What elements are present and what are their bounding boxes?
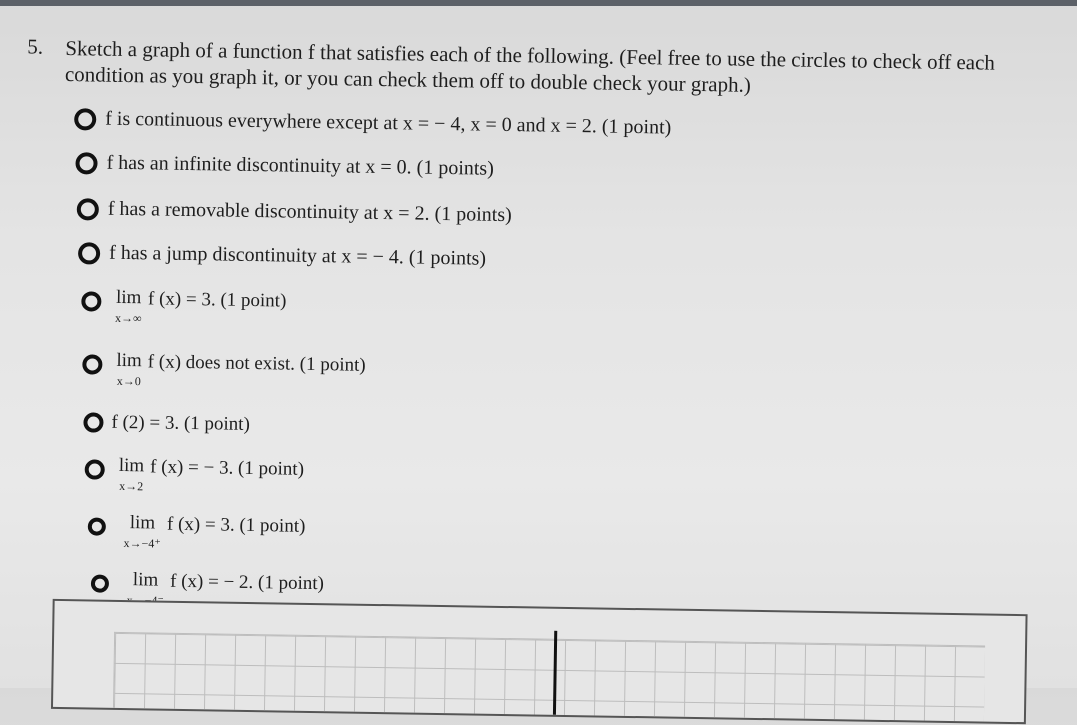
checkbox-circle[interactable] [83, 412, 103, 432]
lim-label: lim [118, 454, 145, 477]
lim-subscript: x→0 [116, 373, 141, 389]
lim-label: lim [116, 349, 142, 372]
checkbox-circle[interactable] [91, 575, 109, 593]
condition-10-text: f (x) = − 2. (1 point) [169, 570, 325, 595]
condition-4 [78, 241, 486, 270]
checkbox-circle[interactable] [77, 198, 99, 220]
condition-8-text: f (x) = − 3. (1 point) [149, 456, 305, 480]
graph-grid [113, 632, 985, 722]
lim-subscript: x→−4⁺ [123, 536, 161, 551]
condition-7-text: f (2) = 3. (1 point) [111, 411, 251, 435]
condition-1-text: f is continuous everywhere except at x = − 4, x = 0 and x = 2. (1 point) [105, 107, 672, 139]
checkbox-circle[interactable] [88, 517, 106, 535]
checkbox-circle[interactable] [81, 291, 101, 311]
checkbox-circle[interactable] [75, 152, 97, 174]
lim-subscript: x→2 [119, 478, 144, 494]
condition-5 [81, 287, 287, 326]
lim-label: lim [129, 512, 156, 534]
condition-9-text: f (x) = 3. (1 point) [166, 513, 306, 537]
condition-5-text: f (x) = 3. (1 point) [147, 288, 287, 312]
condition-2-text: f has an infinite discontinuity at x = 0. (1 points) [106, 151, 495, 180]
condition-8 [84, 455, 304, 494]
worksheet [0, 6, 1077, 705]
condition-1 [74, 107, 671, 139]
condition-6 [82, 350, 366, 390]
condition-6-text: f (x) does not exist. (1 point) [147, 351, 366, 376]
lim-subscript: x→∞ [115, 310, 142, 326]
question-text: Sketch a graph of a function f that satisfies each of the following. (Feel free to use the circles to check off each condition as you graph it, or you can check them off to double check your graph.) [64, 36, 996, 97]
checkbox-circle[interactable] [82, 354, 102, 374]
lim-label: lim [115, 286, 142, 309]
condition-7 [83, 411, 250, 436]
checkbox-circle[interactable] [78, 242, 100, 264]
top-edge-bar [0, 0, 1077, 6]
condition-2 [75, 151, 494, 181]
question-number: 5. [27, 34, 44, 59]
condition-9 [87, 512, 305, 551]
lim-label: lim [132, 569, 159, 591]
condition-3 [77, 197, 512, 227]
checkbox-circle[interactable] [74, 108, 96, 130]
checkbox-circle[interactable] [85, 459, 105, 479]
condition-4-text: f has a jump discontinuity at x = − 4. (1 points) [108, 241, 487, 270]
condition-3-text: f has a removable discontinuity at x = 2. (1 points) [107, 197, 512, 227]
graph-area[interactable] [51, 599, 1028, 724]
